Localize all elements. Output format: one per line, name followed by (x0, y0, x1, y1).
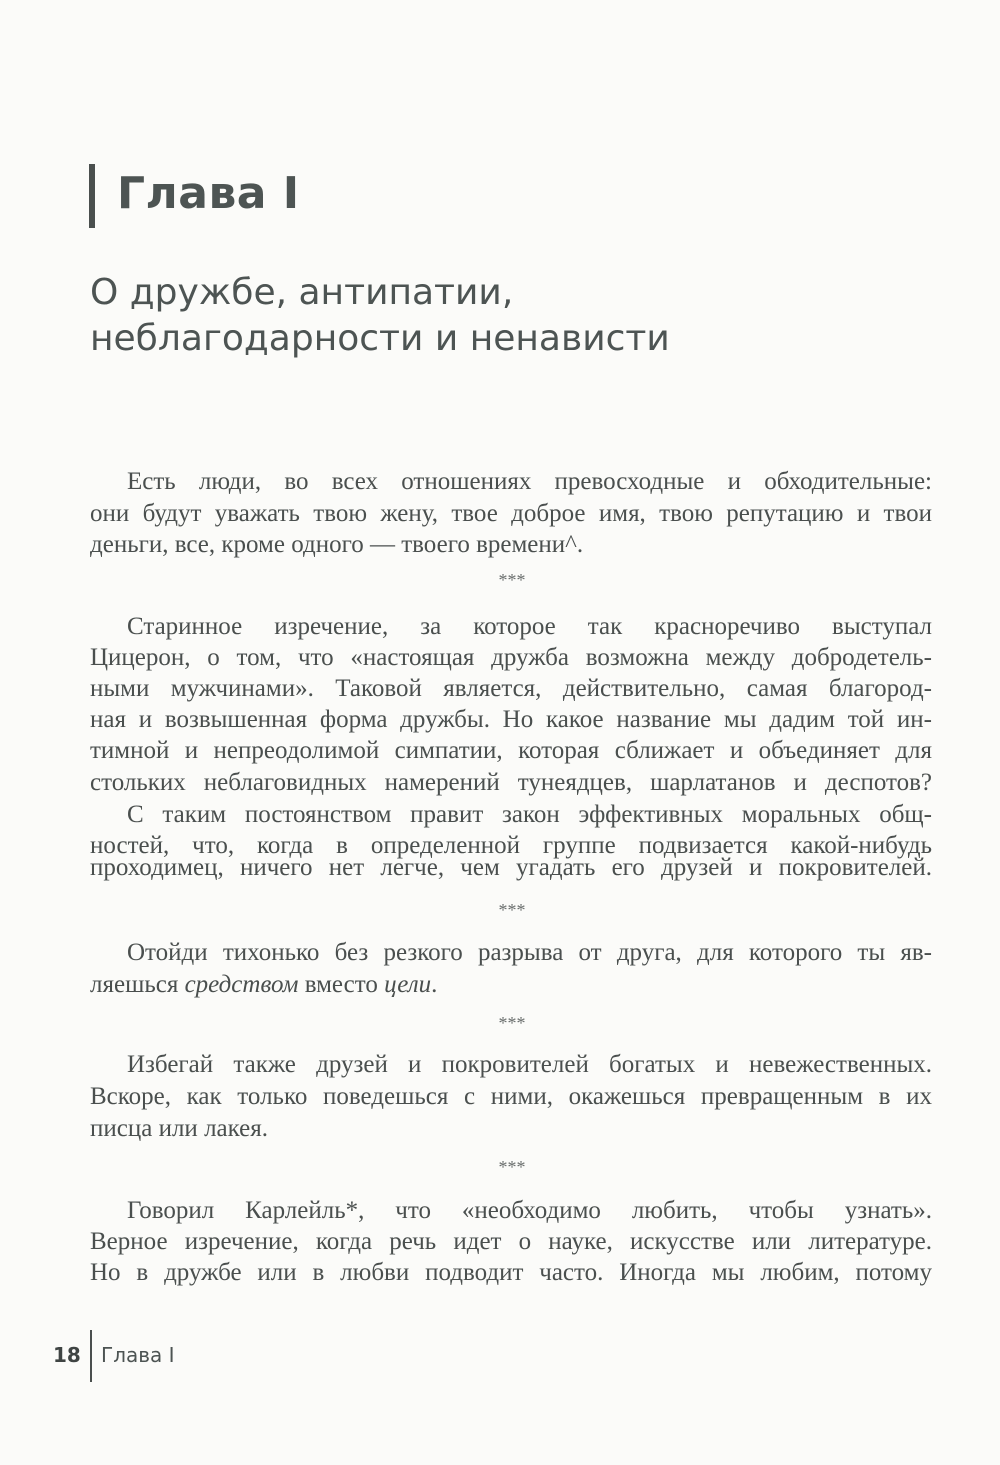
text-line: Избегай также друзей и покровителей богатых и невежественных. (127, 1051, 932, 1078)
text-line: Есть люди, во всех отношениях превосходные и обходительные: (127, 468, 932, 495)
chapter-title-line-1: О дружбе, антипатии, (90, 272, 514, 313)
footer-bar (90, 1330, 92, 1382)
text-line: тимной и непреодолимой симпатии, которая сближает и объединяет для (90, 737, 932, 764)
text-line: Вскоре, как только поведешься с ними, окажешься превращенным в их (90, 1083, 932, 1110)
text-line (90, 969, 932, 1001)
text-line: Отойди тихонько без резкого разрыва от друга, для которого ты яв- (127, 939, 932, 966)
section-separator: *** (498, 1013, 526, 1033)
text-line: Но в дружбе или в любви подводит часто. Иногда мы любим, потому (90, 1259, 932, 1286)
section-separator: *** (498, 570, 526, 590)
chapter-title-line-2: неблагодарности и ненависти (90, 318, 670, 359)
text-span: вместо (298, 971, 385, 998)
text-line: Цицерон, о том, что «настоящая дружба возможна между добродетель- (90, 644, 932, 671)
text-line: они будут уважать твою жену, твое доброе имя, твою репутацию и твои (90, 500, 932, 527)
chapter-label: Глава I (117, 168, 300, 219)
text-line: ными мужчинами». Таковой является, действительно, самая благород- (90, 675, 932, 702)
text-line: ная и возвышенная форма дружбы. Но какое название мы дадим той ин- (90, 706, 932, 733)
text-line: стольких неблаговидных намерений тунеядцев, шарлатанов и деспотов? (90, 769, 932, 796)
text-line: Верное изречение, когда речь идет о науке, искусстве или литературе. (90, 1228, 932, 1255)
emphasis: средством (184, 971, 299, 998)
text-line: деньги, все, кроме одного — твоего времени^. (90, 531, 584, 558)
text-line: Старинное изречение, за которое так красноречиво выступал (127, 613, 932, 640)
text-line: ностей, что, когда в определенной группе подвизается какой-нибудь (90, 832, 932, 859)
text-span: ляешься (90, 971, 185, 998)
section-separator: *** (498, 900, 526, 920)
chapter-bar (89, 164, 95, 228)
running-head: Глава I (101, 1343, 175, 1367)
text-line: проходимец, ничего нет легче, чем угадать его друзей и покровителей. (90, 854, 932, 881)
section-separator: *** (498, 1157, 526, 1177)
emphasis: цели (384, 971, 432, 998)
text-line: С таким постоянством правит закон эффективных моральных общ- (127, 801, 932, 828)
text-line: Говорил Карлейль*, что «необходимо любить, чтобы узнать». (127, 1197, 932, 1224)
text-span: . (431, 971, 438, 998)
text-line: писца или лакея. (90, 1115, 269, 1142)
page-number: 18 (53, 1343, 81, 1367)
